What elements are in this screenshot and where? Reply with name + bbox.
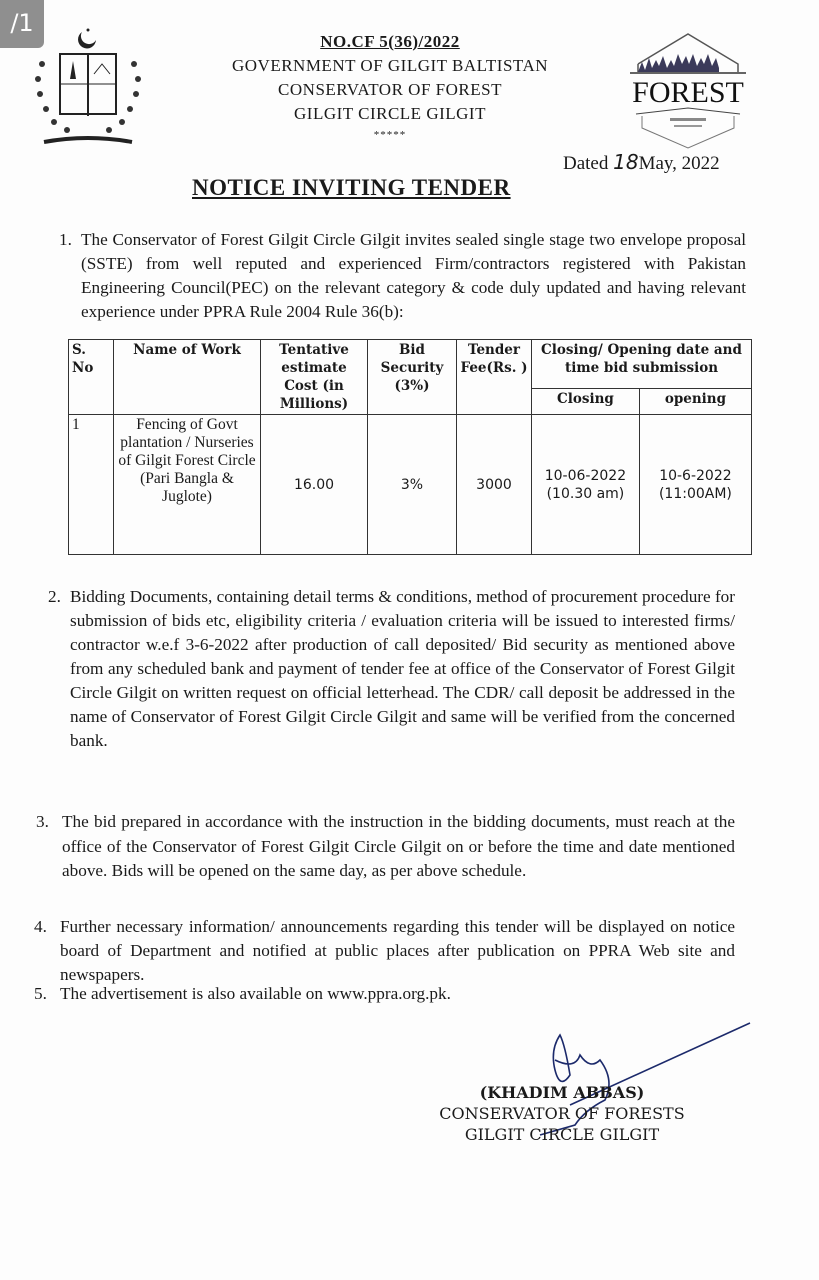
closing-date: 10-06-2022 [544,467,627,484]
cell-sno: 1 [69,415,114,555]
signatory-name: (KHADIM ABBAS) [479,1083,645,1102]
signatory-designation: CONSERVATOR OF FORESTS [439,1104,685,1123]
dated-day-handwritten: 18 [613,150,639,174]
paragraph-3 [36,810,735,884]
paragraph-number: 4. [34,917,47,936]
paragraph-1 [59,228,746,324]
paragraph-number: 1. [59,230,72,249]
cell-tender-fee: 3000 [457,415,532,555]
header-line-government: GOVERNMENT OF GILGIT BALTISTAN [231,56,549,75]
tender-table [68,339,752,555]
dated-month-year: May, 2022 [638,153,720,174]
col-header-tender-fee: Tender Fee(Rs. ) [457,340,532,415]
cell-estimate-cost: 16.00 [261,415,368,555]
page-number-badge: /1 [0,0,44,48]
forest-logo-text: FOREST [632,76,744,109]
header-line-conservator: CONSERVATOR OF FOREST [278,80,502,99]
paragraph-text: The advertisement is also available on www.ppra.org.pk. [60,984,451,1003]
opening-time: (11:00AM) [658,485,732,502]
paragraph-text: Further necessary information/ announcements regarding this tender will be displayed on notice board of Department and notified at public places after publication on PPRA Web site and newspapers. [60,917,735,984]
paragraph-text: Bidding Documents, containing detail terms & conditions, method of procurement procedure for submission of bids etc, eligibility criteria / evaluation criteria will be issued to interested firms/ contractor w.e.f 3-6-2022 after production of call deposited/ Bid security as mentioned above from any scheduled bank and payment of tender fee at office of the Conservator of Forest Gilgit Circle Gilgit on written request on official letterhead. The CDR/ call deposit be addressed in the name of Conservator of Forest Gilgit Circle Gilgit and same will be verified from the concerned bank. [70,587,735,750]
col-header-name-of-work: Name of Work [114,340,261,415]
cell-opening [639,415,751,555]
paragraph-4 [34,915,735,987]
cell-name-of-work: Fencing of Govt plantation / Nurseries of Gilgit Forest Circle (Pari Bangla & Juglote) [114,415,261,555]
table-row [69,415,752,555]
cell-bid-security: 3% [368,415,457,555]
notice-title: NOTICE INVITING TENDER [192,175,511,200]
paragraph-number: 2. [48,587,61,606]
government-emblem-icon [22,24,152,154]
dated-label: Dated [563,153,609,174]
signature-block [417,1082,707,1145]
paragraph-text: The bid prepared in accordance with the instruction in the bidding documents, must reach at the office of the Conservator of Forest Gilgit Circle Gilgit on or before the time and date mentioned above. Bids will be opened on the same day, as per above schedule. [62,812,735,880]
signatory-office: GILGIT CIRCLE GILGIT [464,1125,660,1144]
col-header-bid-security: Bid Security (3%) [368,340,457,415]
cell-closing [532,415,640,555]
col-header-closing-opening: Closing/ Opening date and time bid submission [532,340,752,389]
date-line [563,150,720,175]
col-header-sno: S. No [69,340,114,415]
paragraph-2 [48,585,735,753]
col-header-estimate-cost: Tentative estimate Cost (in Millions) [261,340,368,415]
paragraph-number: 3. [36,812,49,831]
paragraph-text: The Conservator of Forest Gilgit Circle Gilgit invites sealed single stage two envelope proposal (SSTE) from well reputed and experienced Firm/contractors registered with Pakistan Engineering Council(PEC) on the relevant category & code duly updated and having relevant experience under PPRA Rule 2004 Rule 36(b): [81,230,746,321]
closing-time: (10.30 am) [546,485,625,502]
header-line-circle: GILGIT CIRCLE GILGIT [294,104,486,123]
reference-number: NO.CF 5(36)/2022 [320,32,460,51]
col-header-opening: opening [639,388,751,414]
opening-date: 10-6-2022 [659,467,732,484]
paragraph-number: 5. [34,984,47,1003]
letterhead [190,30,590,144]
header-stars: ***** [373,129,407,141]
forest-department-logo-icon [618,30,758,150]
paragraph-5 [34,982,735,1006]
col-header-closing: Closing [532,388,640,414]
